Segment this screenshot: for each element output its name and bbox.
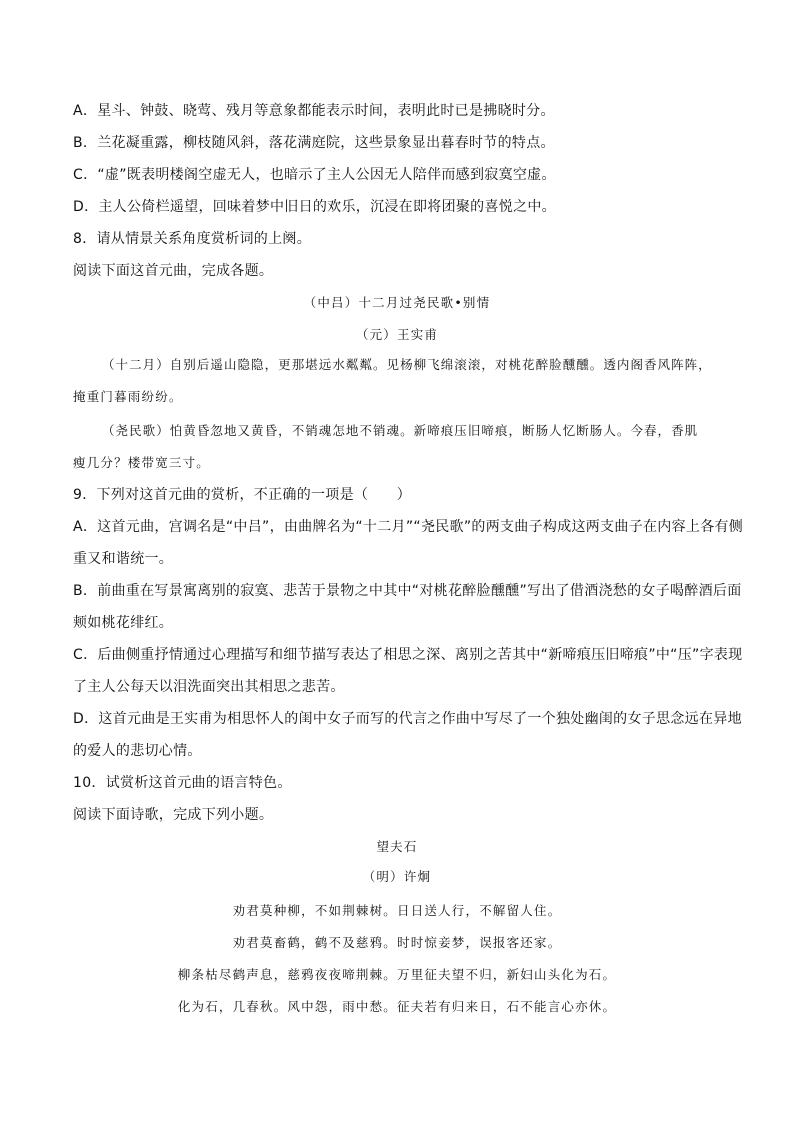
qu-stanza2-line1: （尧民歌）怕黄昏忽地又黄昏，不销魂怎地不销魂。新啼痕压旧啼痕，断肠人忆断肠人。今春，香肌 — [102, 423, 699, 438]
qu-intro: 阅读下面这首元曲，完成各题。 — [73, 263, 274, 279]
qu-author: （元）王实甫 — [355, 327, 439, 342]
q9-option-b-line1: B．前曲重在写景寓离别的寂寞、悲苦于景物之中其中“对桃花醉脸醺醺”写出了借酒浇愁的女子喝醉酒后面 — [73, 583, 742, 599]
poem-title: 望夫石 — [376, 839, 418, 854]
q7-option-d: D．主人公倚栏遥望，回味着梦中旧日的欢乐，沉浸在即将团聚的喜悦之中。 — [73, 199, 556, 215]
qu-stanza1-line2: 掩重门暮雨纷纷。 — [73, 389, 183, 404]
q9-option-a-line1: A．这首元曲，宫调名是“中吕”，由曲牌名为“十二月”“尧民歌”的两支曲子构成这两支曲子在内容上各有侧 — [73, 519, 744, 535]
poem-line-2: 劝君莫畜鹤，鹤不及慈鸦。时时惊妾梦，误报客还家。 — [232, 935, 562, 950]
q7-option-b: B．兰花凝重露，柳枝随风斜，落花满庭院，这些景象显出暮春时节的特点。 — [73, 135, 555, 151]
question-9-stem: 9．下列对这首元曲的赏析，不正确的一项是（ ） — [73, 487, 412, 503]
question-10: 10．试赏析这首元曲的语言特色。 — [73, 775, 292, 791]
poem-line-1: 劝君莫种柳，不如荆棘树。日日送人行，不解留人住。 — [232, 903, 562, 918]
q9-option-b-line2: 颊如桃花绯红。 — [73, 615, 174, 631]
q7-option-a: A．星斗、钟鼓、晓莺、残月等意象都能表示时间，表明此时已是拂晓时分。 — [73, 103, 555, 119]
poem-line-3: 柳条枯尽鹤声息，慈鸦夜夜啼荆棘。万里征夫望不归，新妇山头化为石。 — [177, 967, 617, 982]
poem-line-4: 化为石，几春秋。风中怨，雨中愁。征夫若有归来日，石不能言心亦休。 — [177, 999, 617, 1014]
question-8: 8．请从情景关系角度赏析词的上阕。 — [73, 231, 312, 247]
qu-title: （中吕）十二月过尧民歌•别情 — [303, 295, 491, 310]
poem-intro: 阅读下面诗歌，完成下列小题。 — [73, 807, 274, 823]
q7-option-c: C．“虚”既表明楼阁空虚无人，也暗示了主人公因无人陪伴而感到寂寞空虚。 — [73, 167, 556, 183]
q9-option-d-line2: 的爱人的悲切心情。 — [73, 743, 202, 759]
q9-option-c-line1: C．后曲侧重抒情通过心理描写和细节描写表达了相思之深、离别之苦其中“新啼痕压旧啼痕”中“压”字表现 — [73, 647, 743, 663]
poem-author: （明）许炯 — [362, 869, 432, 884]
q9-option-c-line2: 了主人公每天以泪洗面突出其相思之悲苦。 — [73, 679, 345, 695]
q9-option-a-line2: 重又和谐统一。 — [73, 551, 174, 567]
qu-stanza1-line1: （十二月）自别后遥山隐隐，更那堪远水粼粼。见杨柳飞绵滚滚，对桃花醉脸醺醺。透内阁香风阵阵， — [102, 357, 712, 372]
qu-stanza2-line2: 瘦几分？楼带宽三寸。 — [73, 455, 211, 470]
q9-option-d-line1: D．这首元曲是王实甫为相思怀人的闺中女子而写的代言之作曲中写尽了一个独处幽闺的女子思念远在异地 — [73, 711, 742, 727]
